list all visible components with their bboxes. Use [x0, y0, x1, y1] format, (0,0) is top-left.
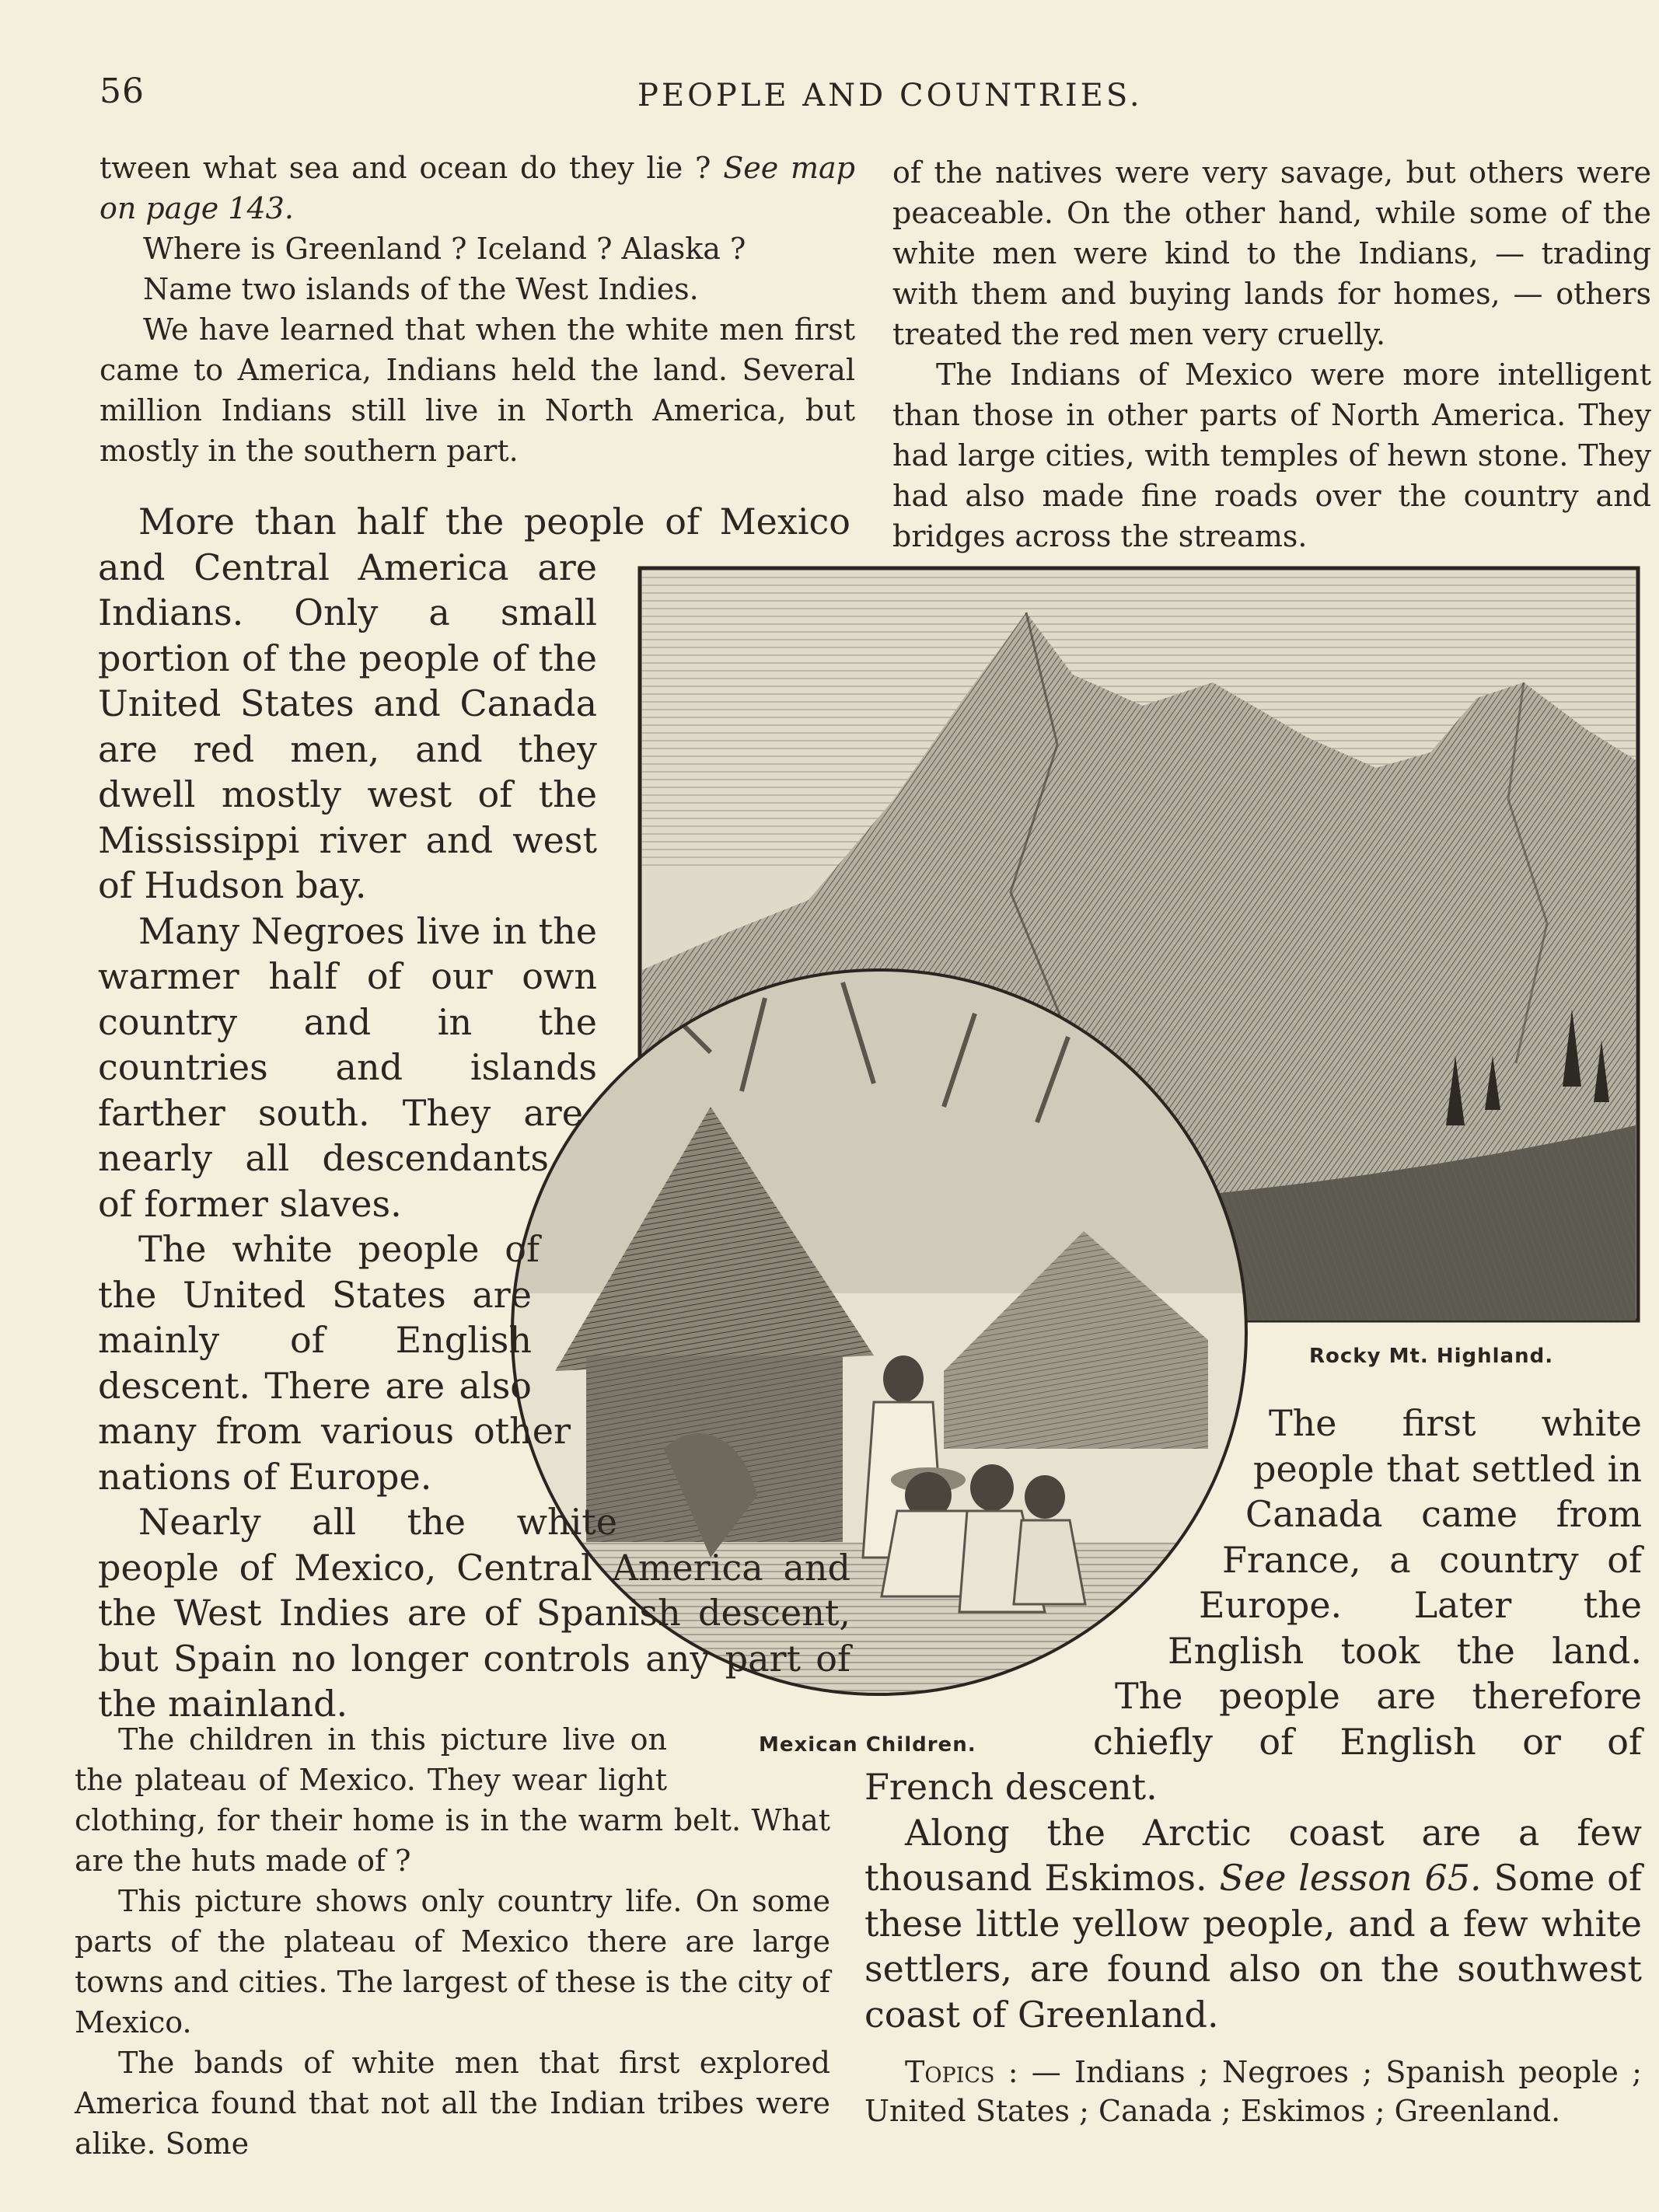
left-top-text [100, 148, 855, 471]
topics-label: Topics : [905, 2055, 1018, 2089]
right-top-text [892, 152, 1651, 556]
main-left-text [98, 499, 850, 1725]
question-islands: Name two islands of the West Indies. [143, 272, 699, 306]
paragraph-country-life: This picture shows only country life. On some parts of the plateau of Mexico there are large towns and cities. The largest of these is the city of Mexico. [75, 1884, 830, 2039]
see-lesson-reference: See lesson 65. [1219, 1857, 1482, 1899]
paragraph-half-indians: More than half the people of Mexico and Central America are Indians. Only a small portion of the people of the United States and Canada are red men, and they dwell mostly west of the Mississippi river and west of Hudson bay. [98, 501, 850, 906]
mountain-caption: Rocky Mt. Highland. [1309, 1345, 1554, 1368]
paragraph-children: The children in this picture live on the plateau of Mexico. They wear light clothing, for their home is in the warm belt. What are the huts made of ? [75, 1722, 830, 1878]
children-caption: Mexican Children. [759, 1733, 976, 1757]
question-seas [100, 148, 855, 229]
topics-line [864, 2053, 1642, 2130]
paragraph-white-people: The white people of the United States are mainly of English descent. There are also many from various other nations of Europe. [98, 1228, 571, 1498]
question-seas-text: tween what sea and ocean do they lie ? [100, 151, 711, 185]
arctic-text-b: Some of these little yellow people, and a few white settlers, are found also on the southwest coast of Greenland. [864, 1857, 1643, 2036]
question-greenland: Where is Greenland ? Iceland ? Alaska ? [143, 232, 746, 266]
paragraph-mexico-indians: The Indians of Mexico were more intelligent than those in other parts of North America. They had large cities, with temples of hewn stone. They had also made fine roads over the country and bridges across the streams. [892, 358, 1651, 553]
running-title: PEOPLE AND COUNTRIES. [637, 78, 1143, 113]
see-map-reference: See map on page 143. [100, 151, 855, 225]
paragraph-arctic [864, 1810, 1642, 2038]
paragraph-bands: The bands of white men that first explored America found that not all the Indian tribes were alike. Some [75, 2046, 830, 2161]
paragraph-spanish: Nearly all the white people of Mexico, Central America and the West Indies are of Spanish descent, but Spain no longer controls any part of the mainland. [98, 1501, 850, 1725]
paragraph-negroes: Many Negroes live in the warmer half of our own country and in the countries and islands farther south. They are nearly all descendants of former slaves. [98, 909, 597, 1225]
topics-list: — Indians ; Negroes ; Spanish people ; United States ; Canada ; Eskimos ; Greenland. [864, 2055, 1642, 2128]
arctic-text-a: Along the Arctic coast are a few thousand Eskimos. [864, 1811, 1642, 1899]
paragraph-natives: of the natives were very savage, but others were peaceable. On the other hand, while some of the white men were kind to the Indians, — trading with them and buying lands for homes, — others treated the red men very cruelly. [892, 155, 1651, 351]
paragraph-canada: The first white people that settled in Canada came from France, a country of Europe. Later the English took the land. The people are therefore chiefly of English or of French descent. [864, 1402, 1642, 1808]
bottom-left-text [75, 1719, 830, 2164]
paragraph-learned: We have learned that when the white men first came to America, Indians held the land. Several million Indians still live in North America, but mostly in the southern part. [100, 312, 855, 468]
page-number: 56 [100, 72, 145, 111]
main-right-text [864, 1401, 1643, 2128]
